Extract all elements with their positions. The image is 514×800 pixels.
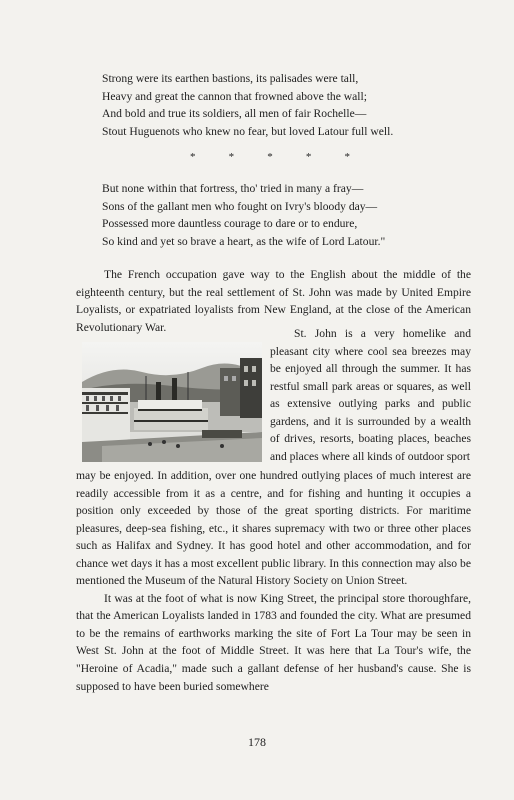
separator-star: *	[190, 151, 196, 163]
poem-line: Heavy and great the cannon that frowned above the wall;	[102, 89, 367, 103]
paragraph-text: The French occupation gave way to the English about the middle of the eighteenth century, but the real settlement of St. John was made by United Empire Loyalists, or expatriated loyalists from New England, at the close of the American Revolutionary War.	[76, 268, 471, 334]
poem-line: And bold and true its soldiers, all men of fair Rochelle—	[102, 107, 367, 121]
paragraph-outdoor-sport	[76, 467, 471, 695]
paragraph-loyalists-landing: It was at the foot of what is now King Street, the principal store thoroughfare, that the American Loyalists landed in 1783 and founded the city. What are presumed to be the remains of earthworks marking the site of Fort La Tour may be seen in West St. John at the foot of Middle Street. It was here that La Tour's wife, the "Heroine of Acadia," made such a gallant defense of her husband's cause. She is supposed to have been buried somewhere	[76, 591, 471, 693]
poem-stanza-2	[102, 180, 385, 250]
separator-star: *	[228, 151, 235, 163]
poem-line: But none within that fortress, tho' tried in many a fray—	[102, 182, 364, 195]
harbour-steamboat-photo	[82, 342, 262, 462]
poem-line: Strong were its earthen bastions, its palisades were tall,	[102, 72, 359, 85]
poem-line: Possessed more dauntless courage to dare or to endure,	[102, 217, 358, 231]
poem-stanza-1	[102, 70, 393, 140]
separator-star: *	[267, 151, 273, 163]
paragraph-text: St. John is a very homelike and pleasant city where cool sea breezes may be enjoyed all through the summer. It has restful small park areas or squares, as well as extensive outlying parks and public gardens, and it is surrounded by a wealth of drives, resorts, boating places, beaches and places where all kinds of outdoor sport	[270, 327, 471, 463]
paragraph-homelike-city-side	[270, 325, 471, 465]
photo-illustration	[82, 342, 262, 462]
section-separator	[190, 151, 350, 163]
page-number: 178	[248, 735, 266, 749]
poem-line: Sons of the gallant men who fought on Ivry's bloody day—	[102, 199, 378, 213]
poem-line: Stout Huguenots who knew no fear, but loved Latour full well.	[102, 124, 394, 138]
separator-star: *	[344, 151, 350, 163]
poem-line: So kind and yet so brave a heart, as the wife of Lord Latour."	[102, 234, 386, 248]
paragraph-continuation: may be enjoyed. In addition, over one hundred outlying places of much interest are readily accessible from it as a centre, and for fishing and hunting it occupies a position only exceeded by those of the great sporting districts. For maritime pleasures, deep-sea fishing, etc., it shares supremacy with two or three other places such as Halifax and Sydney. It has good hotel and other accommodation, and for chance wet days it has a most excellent public library. In this connection may also be mentioned the Museum of the Natural History Society on Union Street.	[76, 469, 471, 588]
separator-star: *	[305, 151, 312, 163]
